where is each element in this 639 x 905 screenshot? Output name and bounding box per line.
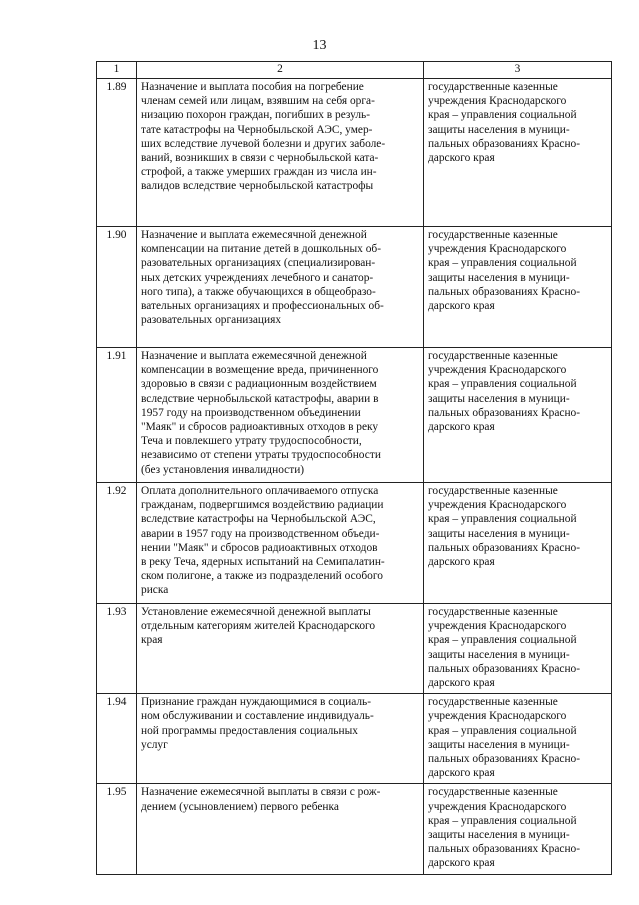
organization-line: края – управления социальной <box>428 109 577 122</box>
organization-line: дарского края <box>428 556 495 569</box>
description-line: дением (усыновлением) первого ребенка <box>141 800 339 813</box>
responsible-organization <box>424 348 612 483</box>
responsible-organization <box>424 604 612 694</box>
organization-line: защиты населения в муници- <box>428 738 570 751</box>
description-line: ного типа), а также обучающихся в общеобразо- <box>141 285 376 298</box>
description-line: валидов вследствие чернобыльской катастрофы <box>141 180 374 193</box>
organization-line: учреждения Краснодарского <box>428 499 567 512</box>
description-line: вследствие чернобыльской катастрофы, аварии в <box>141 392 379 405</box>
organization-line: дарского края <box>428 767 495 780</box>
organization-line: государственные казенные <box>428 696 558 709</box>
description-line: тате катастрофы на Чернобыльской АЭС, умер- <box>141 123 373 136</box>
responsible-organization <box>424 79 612 227</box>
service-description <box>137 784 424 874</box>
table-row <box>97 483 612 604</box>
description-line: разовательных организациях <box>141 314 282 327</box>
organization-line: пальных образованиях Красно- <box>428 541 581 554</box>
row-number: 1.91 <box>97 348 137 483</box>
organization-line: края – управления социальной <box>428 814 577 827</box>
organization-line: государственные казенные <box>428 485 558 497</box>
organization-line: учреждения Краснодарского <box>428 95 567 108</box>
organization-line: учреждения Краснодарского <box>428 710 567 723</box>
description-line: Назначение ежемесячной выплаты в связи с рож- <box>141 786 381 799</box>
row-number: 1.93 <box>97 604 137 694</box>
organization-line: государственные казенные <box>428 606 558 618</box>
service-description <box>137 483 424 604</box>
table-header <box>97 62 612 79</box>
organization-line: государственные казенные <box>428 786 558 799</box>
description-line: Установление ежемесячной денежной выплаты <box>141 606 371 618</box>
column-header-2: 2 <box>137 62 424 79</box>
service-description <box>137 604 424 694</box>
description-line: ском полигоне, а также из подразделений особого <box>141 570 383 583</box>
organization-line: края – управления социальной <box>428 257 577 270</box>
table-row <box>97 784 612 874</box>
description-line: отдельным категориям жителей Краснодарского <box>141 620 376 633</box>
services-table <box>96 61 612 875</box>
organization-line: учреждения Краснодарского <box>428 620 567 633</box>
row-number: 1.92 <box>97 483 137 604</box>
organization-line: края – управления социальной <box>428 634 577 647</box>
description-line: края <box>141 634 163 647</box>
description-line: "Маяк" и сбросов радиоактивных отходов в реку <box>141 421 379 434</box>
service-description <box>137 694 424 784</box>
organization-line: защиты населения в муници- <box>428 123 570 136</box>
description-line: здоровью в связи с радиационным воздействием <box>141 378 377 391</box>
description-line: Назначение и выплата ежемесячной денежной <box>141 229 367 241</box>
organization-line: защиты населения в муници- <box>428 829 570 842</box>
organization-line: защиты населения в муници- <box>428 392 570 405</box>
table-row <box>97 227 612 348</box>
description-line: компенсации на питание детей в дошкольных об- <box>141 243 382 256</box>
description-line: Назначение и выплата ежемесячной денежной <box>141 350 367 362</box>
responsible-organization <box>424 483 612 604</box>
row-number: 1.94 <box>97 694 137 784</box>
organization-line: дарского края <box>428 152 495 165</box>
table-row <box>97 604 612 694</box>
responsible-organization <box>424 694 612 784</box>
table-row <box>97 79 612 227</box>
row-number: 1.90 <box>97 227 137 348</box>
responsible-organization <box>424 227 612 348</box>
organization-line: защиты населения в муници- <box>428 648 570 661</box>
organization-line: дарского края <box>428 300 495 313</box>
table-row <box>97 694 612 784</box>
column-header-3: 3 <box>424 62 612 79</box>
organization-line: пальных образованиях Красно- <box>428 753 581 766</box>
organization-line: дарского края <box>428 421 495 434</box>
page-number: 13 <box>312 38 327 53</box>
description-line: в реку Теча, ядерных испытаний на Семипалатин- <box>141 556 385 569</box>
description-line: ных детских учреждениях лечебного и санатор- <box>141 271 374 284</box>
organization-line: края – управления социальной <box>428 378 577 391</box>
description-line: Теча и повлекшего утрату трудоспособности, <box>141 435 362 448</box>
description-line: (без установления инвалидности) <box>141 463 305 476</box>
description-line: независимо от степени утраты трудоспособности <box>141 449 381 462</box>
service-description <box>137 79 424 227</box>
description-line: Назначение и выплата пособия на погребение <box>141 81 364 93</box>
organization-line: дарского края <box>428 857 495 870</box>
organization-line: учреждения Краснодарского <box>428 243 567 256</box>
organization-line: пальных образованиях Красно- <box>428 662 581 675</box>
responsible-organization <box>424 784 612 874</box>
description-line: Признание граждан нуждающимися в социаль- <box>141 696 372 709</box>
description-line: ной программы предоставления социальных <box>141 724 358 737</box>
description-line: строфой, а также умерших граждан из числа ин- <box>141 166 377 179</box>
description-line: разовательных организациях (специализирован- <box>141 257 376 270</box>
column-header-1: 1 <box>97 62 137 79</box>
organization-line: пальных образованиях Красно- <box>428 843 581 856</box>
header-row <box>97 62 612 79</box>
organization-line: защиты населения в муници- <box>428 271 570 284</box>
organization-line: пальных образованиях Красно- <box>428 406 581 419</box>
description-line: Оплата дополнительного оплачиваемого отпуска <box>141 485 379 497</box>
organization-line: защиты населения в муници- <box>428 527 570 540</box>
table-body <box>97 79 612 875</box>
description-line: ваний, возникших в связи с чернобыльской ката- <box>141 152 379 165</box>
row-number: 1.95 <box>97 784 137 874</box>
description-line: ших вследствие лучевой болезни и других заболе- <box>141 137 386 150</box>
organization-line: дарского края <box>428 677 495 690</box>
table-row <box>97 348 612 483</box>
organization-line: пальных образованиях Красно- <box>428 285 581 298</box>
description-line: компенсации в возмещение вреда, причиненного <box>141 364 379 377</box>
description-line: ном обслуживании и составление индивидуаль- <box>141 710 374 723</box>
organization-line: учреждения Краснодарского <box>428 364 567 377</box>
service-description <box>137 348 424 483</box>
organization-line: государственные казенные <box>428 81 558 93</box>
description-line: вследствие катастрофы на Чернобыльской АЭС, <box>141 513 376 526</box>
description-line: вательных организациях и профессиональных об- <box>141 300 384 313</box>
description-line: низацию похорон граждан, погибших в резуль- <box>141 109 371 122</box>
description-line: аварии в 1957 году на производственном объеди- <box>141 527 380 540</box>
description-line: гражданам, подвергшимся воздействию радиации <box>141 499 384 512</box>
organization-line: учреждения Краснодарского <box>428 800 567 813</box>
description-line: членам семей или лицам, взявшим на себя орга- <box>141 95 375 108</box>
service-description <box>137 227 424 348</box>
organization-line: края – управления социальной <box>428 513 577 526</box>
row-number: 1.89 <box>97 79 137 227</box>
organization-line: государственные казенные <box>428 229 558 241</box>
organization-line: края – управления социальной <box>428 724 577 737</box>
description-line: услуг <box>141 738 168 751</box>
organization-line: государственные казенные <box>428 350 558 362</box>
description-line: нении "Маяк" и сбросов радиоактивных отходов <box>141 541 378 554</box>
organization-line: пальных образованиях Красно- <box>428 137 581 150</box>
description-line: риска <box>141 584 169 597</box>
description-line: 1957 году на производственном объединении <box>141 406 361 419</box>
